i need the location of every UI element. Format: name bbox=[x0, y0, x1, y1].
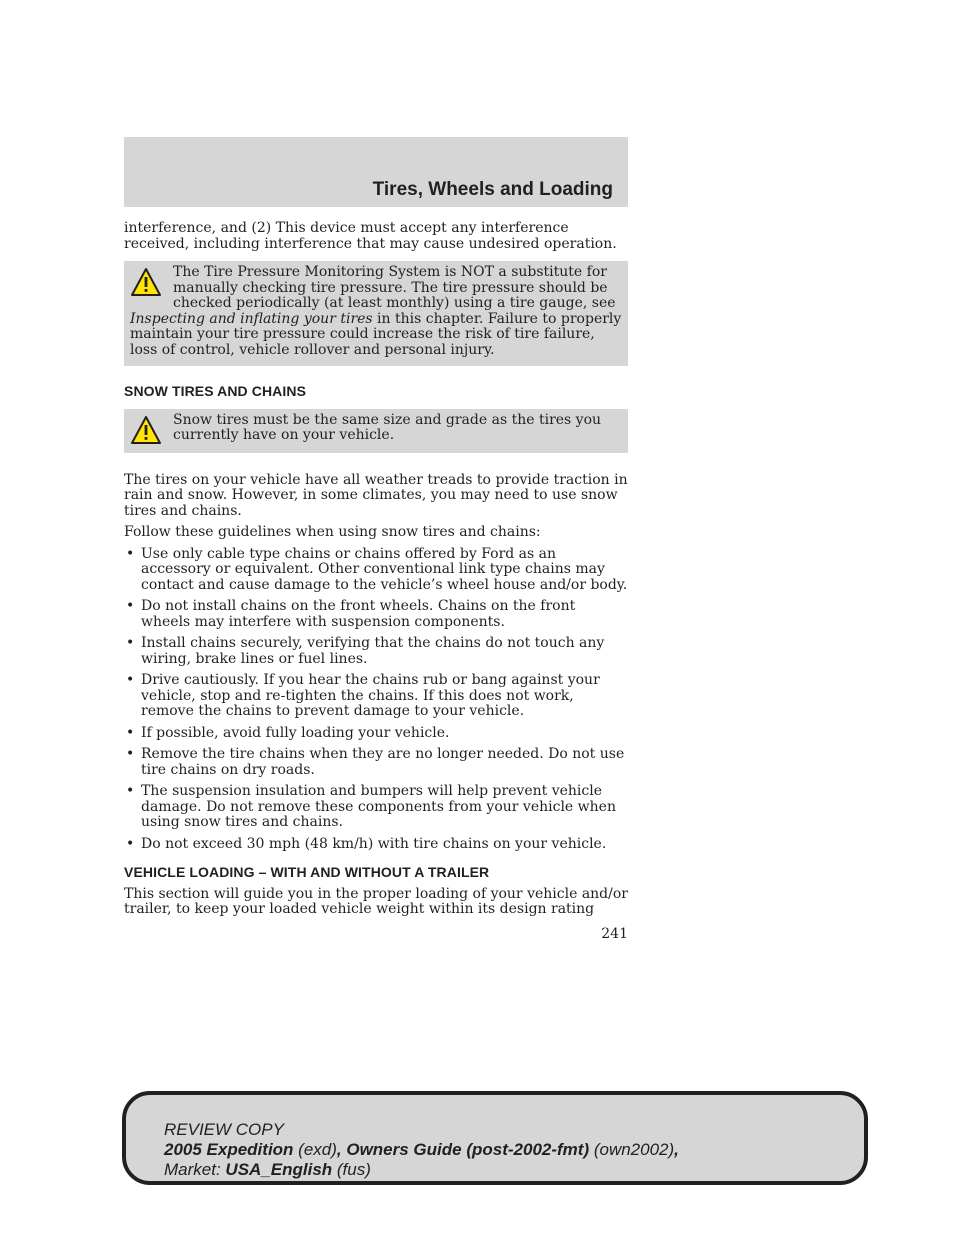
list-item: • Drive cautiously. If you hear the chains rub or bang against your vehicle, stop and re-tighten the chains. If this does not work, remove the chains to prevent damage to your vehicle. bbox=[126, 672, 600, 719]
footer-text bbox=[164, 1120, 679, 1180]
review-copy-footer bbox=[122, 1091, 868, 1185]
page-number: 241 bbox=[601, 926, 628, 942]
snow-tires-warning-text: Snow tires must be the same size and grade as the tires you currently have on your vehicle. bbox=[173, 411, 602, 443]
list-item: • The suspension insulation and bumpers will help prevent vehicle damage. Do not remove these components from your vehicle when using snow tires and chains. bbox=[126, 783, 616, 830]
list-item: • Install chains securely, verifying that the chains do not touch any wiring, brake lines or fuel lines. bbox=[126, 635, 605, 667]
list-item: • Do not exceed 30 mph (48 km/h) with tire chains on your vehicle. bbox=[126, 835, 607, 852]
vehicle-loading-paragraph: This section will guide you in the proper loading of your vehicle and/or trailer, to keep your loaded vehicle weight within its design rating bbox=[124, 885, 628, 917]
guidelines-intro: Follow these guidelines when using snow tires and chains: bbox=[124, 524, 541, 540]
footer-publication-line: 2005 Expedition (exd), Owners Guide (post-2002-fmt) (own2002), bbox=[164, 1140, 679, 1159]
list-item: • Use only cable type chains or chains offered by Ford as an accessory or equivalent. Other conventional link type chains may contact and cause damage to the vehicle’s wheel house and/or body. bbox=[126, 545, 628, 593]
warning-triangle-icon bbox=[130, 267, 162, 297]
footer-market-line: Market: USA_English (fus) bbox=[164, 1160, 371, 1179]
page-header bbox=[124, 137, 628, 207]
vehicle-loading-heading: VEHICLE LOADING – WITH AND WITHOUT A TRAILER bbox=[124, 864, 490, 880]
snow-tires-heading: SNOW TIRES AND CHAINS bbox=[124, 383, 307, 399]
warning-triangle-icon bbox=[130, 415, 162, 445]
list-item: • Do not install chains on the front wheels. Chains on the front wheels may interfere with suspension components. bbox=[126, 598, 576, 630]
intro-paragraph: interference, and (2) This device must accept any interference received, including interference that may cause undesired operation. bbox=[124, 220, 617, 252]
snow-chain-guidelines-list bbox=[124, 547, 628, 853]
list-item: • If possible, avoid fully loading your vehicle. bbox=[126, 724, 450, 741]
tpms-warning-text: The Tire Pressure Monitoring System is NOT a substitute for manually checking tire pressure. The tire pressure should be checked periodically (at least monthly) using a tire gauge, see Inspecting and inflating your tires in this chapter. Failure to properly maintain your tire pressure could increase the risk of tire failure, loss of control, vehicle rollover and personal injury. bbox=[130, 264, 622, 358]
tpms-warning-box bbox=[124, 261, 628, 366]
snow-tires-warning-box bbox=[124, 409, 628, 453]
chapter-title: Tires, Wheels and Loading bbox=[372, 179, 613, 200]
all-weather-paragraph: The tires on your vehicle have all weather treads to provide traction in rain and snow. However, in some climates, you may need to use snow tires and chains. bbox=[124, 471, 628, 519]
page-content bbox=[124, 221, 628, 924]
list-item: • Remove the tire chains when they are no longer needed. Do not use tire chains on dry roads. bbox=[126, 746, 625, 778]
footer-review-copy: REVIEW COPY bbox=[164, 1120, 284, 1139]
